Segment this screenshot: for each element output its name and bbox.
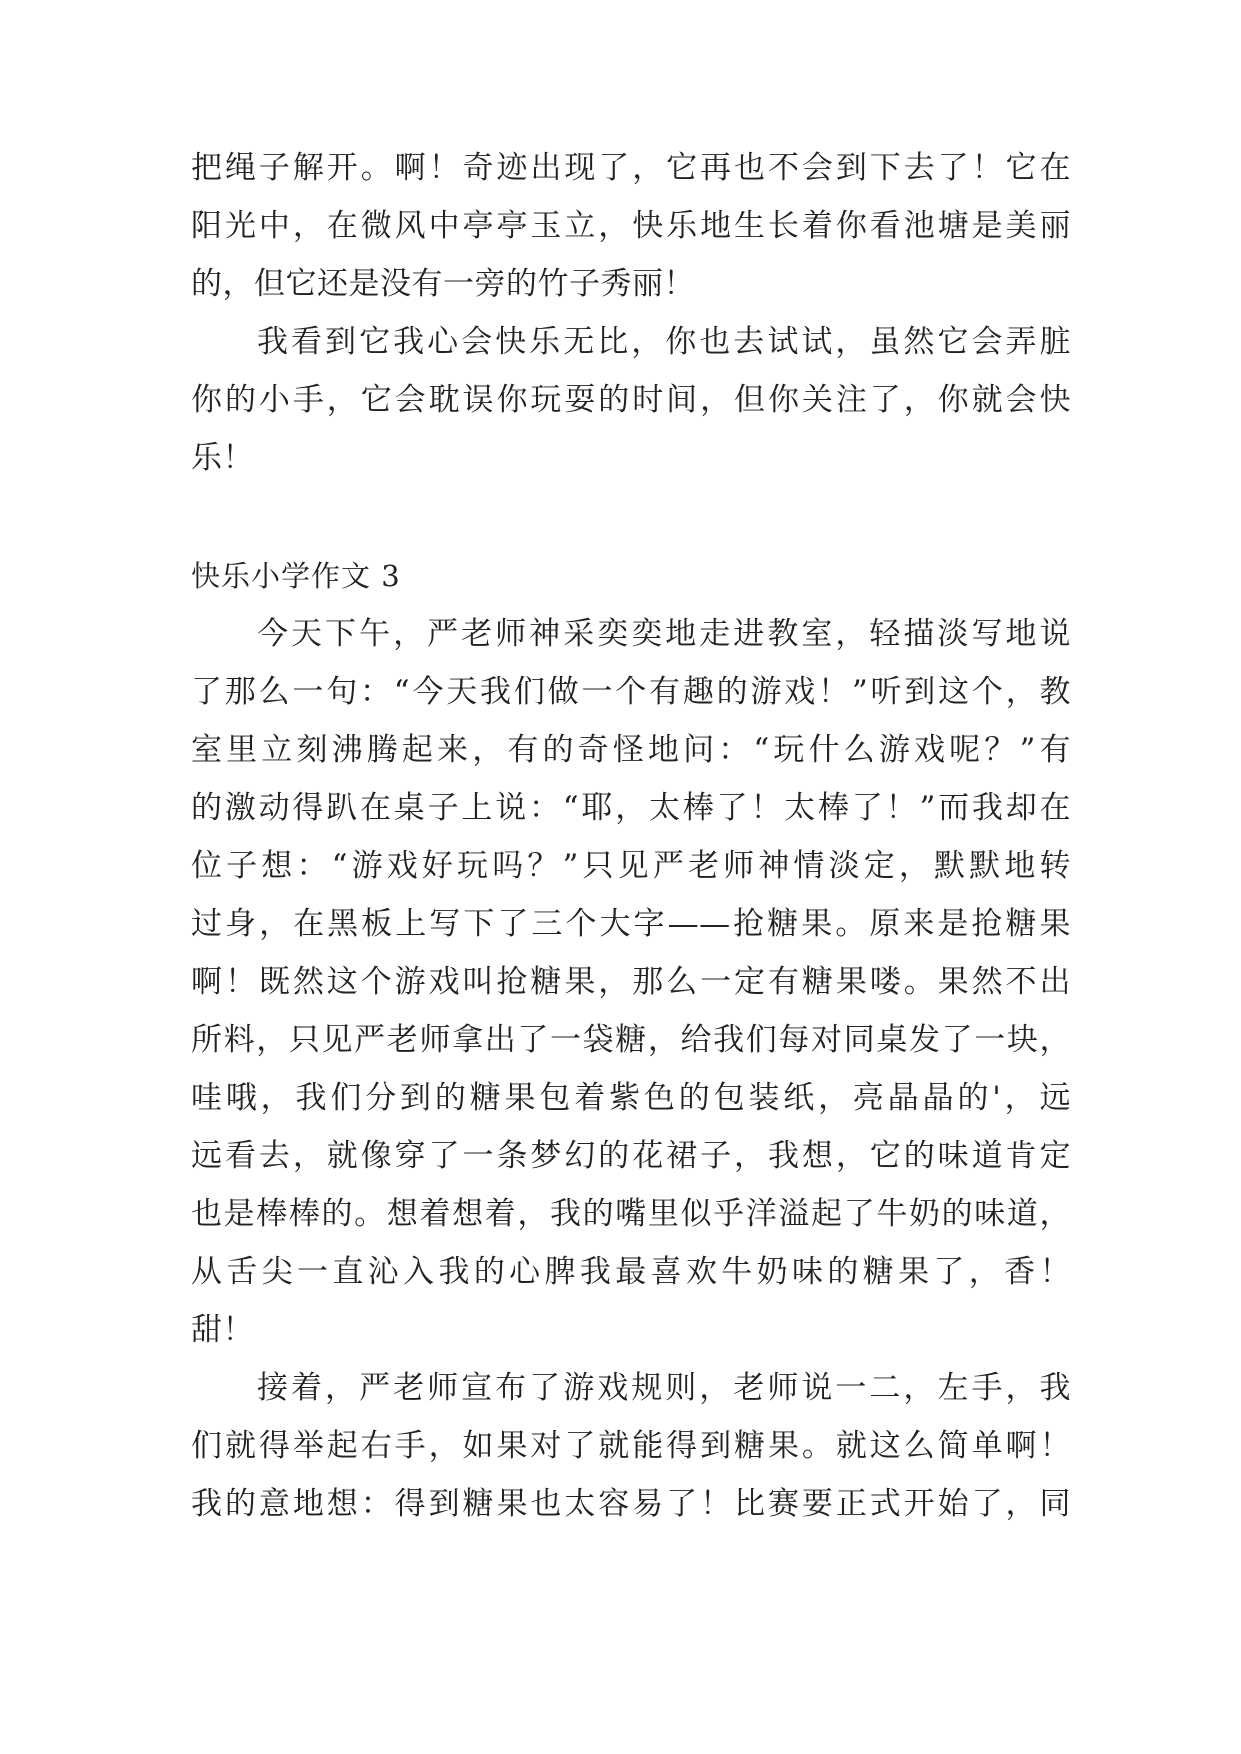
text-line: 了那么一句：“今天我们做一个有趣的游戏！”听到这个，教 bbox=[191, 674, 1071, 710]
text-line: 过身，在黑板上写下了三个大字——抢糖果。原来是抢糖果 bbox=[191, 906, 1071, 942]
text-line: 我看到它我心会快乐无比，你也去试试，虽然它会弄脏 bbox=[257, 324, 1071, 360]
text-line: 们就得举起右手，如果对了就能得到糖果。就这么简单啊！ bbox=[191, 1428, 1071, 1464]
text-line: 室里立刻沸腾起来，有的奇怪地问：“玩什么游戏呢？”有 bbox=[191, 732, 1071, 768]
text-line: 的激动得趴在桌子上说：“耶，太棒了！太棒了！”而我却在 bbox=[191, 790, 1071, 826]
text-line: 甜！ bbox=[191, 1312, 254, 1348]
text-line: 阳光中，在微风中亭亭玉立，快乐地生长着你看池塘是美丽 bbox=[191, 208, 1071, 244]
text-line: 我的意地想：得到糖果也太容易了！比赛要正式开始了，同 bbox=[191, 1486, 1071, 1522]
text-line: 位子想：“游戏好玩吗？”只见严老师神情淡定，默默地转 bbox=[191, 848, 1071, 884]
text-line: 啊！既然这个游戏叫抢糖果，那么一定有糖果喽。果然不出 bbox=[191, 964, 1071, 1000]
text-line: 你的小手，它会耽误你玩耍的时间，但你关注了，你就会快 bbox=[191, 382, 1071, 418]
text-line: 也是棒棒的。想着想着，我的嘴里似乎洋溢起了牛奶的味道， bbox=[191, 1196, 1071, 1232]
text-line: 乐！ bbox=[191, 440, 254, 476]
text-line: 的，但它还是没有一旁的竹子秀丽！ bbox=[191, 266, 695, 302]
text-line: 哇哦，我们分到的糖果包着紫色的包装纸，亮晶晶的'，远 bbox=[191, 1080, 1071, 1116]
text-line: 今天下午，严老师神采奕奕地走进教室，轻描淡写地说 bbox=[257, 616, 1071, 652]
text-line: 远看去，就像穿了一条梦幻的花裙子，我想，它的味道肯定 bbox=[191, 1138, 1071, 1174]
section-heading: 快乐小学作文 3 bbox=[191, 559, 401, 593]
text-line: 所料，只见严老师拿出了一袋糖，给我们每对同桌发了一块， bbox=[191, 1022, 1071, 1058]
text-line: 从舌尖一直沁入我的心脾我最喜欢牛奶味的糖果了，香！ bbox=[191, 1254, 1071, 1290]
text-line: 接着，严老师宣布了游戏规则，老师说一二，左手，我 bbox=[257, 1370, 1071, 1406]
text-line: 把绳子解开。啊！奇迹出现了，它再也不会到下去了！它在 bbox=[191, 150, 1071, 186]
